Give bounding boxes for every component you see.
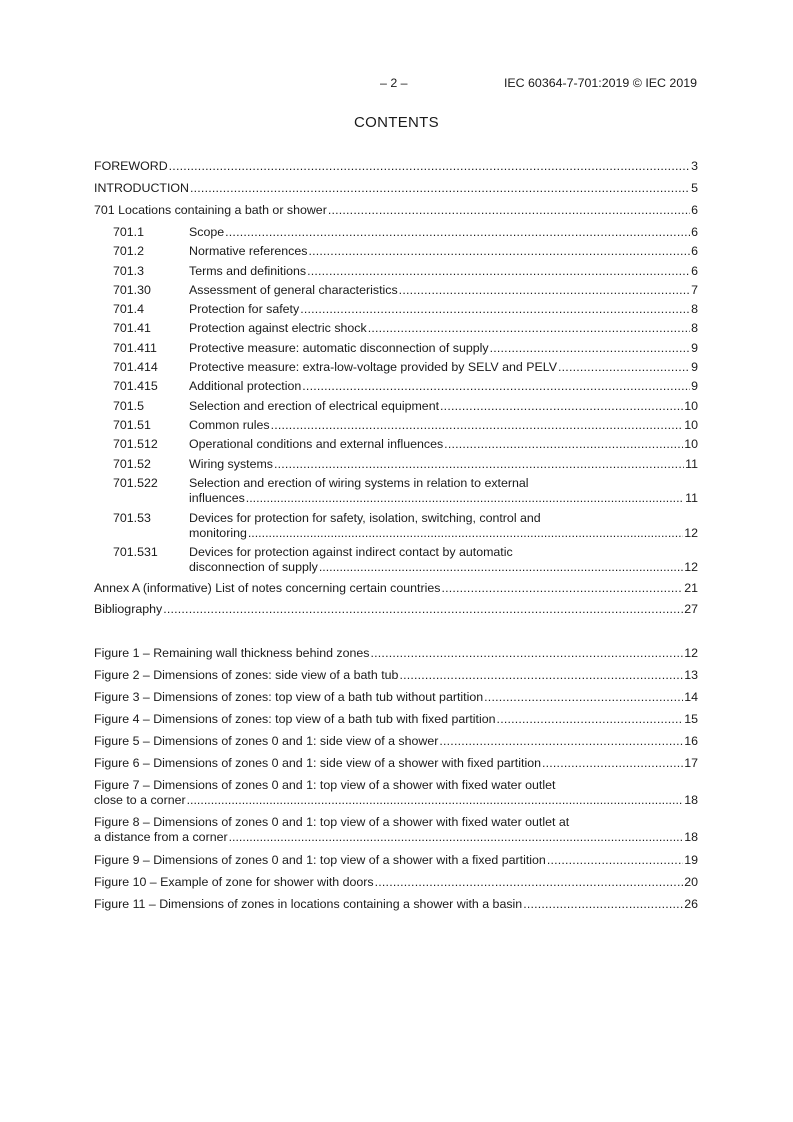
dot-leader [187,793,684,808]
toc-entry-page: 6 [691,203,698,217]
toc-entry[interactable] [94,580,698,596]
toc-subentry-page: 6 [691,244,698,258]
figure-entry-title: Figure 1 – Remaining wall thickness behind zones [94,646,370,660]
toc-subentry[interactable] [94,378,698,394]
toc-subentry-number: 701.4 [113,302,145,316]
figure-entry-page: 26 [684,897,698,911]
dot-leader [440,399,683,414]
toc-subentry-number: 701.414 [113,360,158,374]
figure-entry-title: Figure 2 – Dimensions of zones: side view of a bath tub [94,668,399,682]
toc-subentry-title: Terms and definitions [189,264,307,278]
toc-subentry[interactable] [94,456,698,472]
toc-subentry-title-cont: disconnection of supply [189,560,318,574]
dot-leader [490,341,690,356]
toc-subentry[interactable] [94,436,698,452]
toc-subentry[interactable] [94,359,698,375]
dot-leader [328,203,690,218]
dot-leader [271,418,684,433]
toc-subentry-title-cont: monitoring [189,526,247,540]
figure-entry[interactable] [94,852,698,868]
toc-entry-page: 21 [684,581,698,595]
toc-entry-title: INTRODUCTION [94,181,189,195]
dot-leader [274,457,684,472]
toc-subentry-title: Protection against electric shock [189,321,367,335]
toc-subentry[interactable] [94,417,698,433]
dot-leader [444,437,683,452]
figure-entry-title: Figure 5 – Dimensions of zones 0 and 1: side view of a shower [94,734,439,748]
dot-leader [439,734,683,749]
toc-entry-title: Bibliography [94,602,163,616]
dot-leader [497,712,684,727]
toc-subentry-title: Common rules [189,418,270,432]
dot-leader [319,560,683,575]
dot-leader [190,181,690,196]
dot-leader [248,526,683,541]
figure-entry-page: 20 [684,875,698,889]
toc-subentry-title: Selection and erection of electrical equipment [189,399,440,413]
toc-subentry-page: 7 [691,283,698,297]
figure-entry-title: Figure 11 – Dimensions of zones in locations containing a shower with a basin [94,897,523,911]
toc-subentry[interactable] [94,340,698,356]
toc-subentry-page: 6 [691,225,698,239]
figure-entry-page: 15 [684,712,698,726]
figure-entry-title: Figure 8 – Dimensions of zones 0 and 1: top view of a shower with fixed water outlet at [94,815,570,829]
figure-entry-page: 17 [684,756,698,770]
figure-entry-page: 13 [684,668,698,682]
toc-subentry-page: 11 [685,491,698,505]
toc-subentry-page: 6 [691,264,698,278]
toc-subentry-page: 10 [684,437,698,451]
figure-entry[interactable] [94,896,698,912]
toc-subentry-number: 701.512 [113,437,158,451]
figure-entry-title: Figure 9 – Dimensions of zones 0 and 1: top view of a shower with a fixed partition [94,853,546,867]
toc-subentry-page: 12 [684,526,698,540]
toc-entry-title: Annex A (informative) List of notes concerning certain countries [94,581,441,595]
toc-entry-title: 701 Locations containing a bath or shower [94,203,327,217]
toc-subentry[interactable] [94,243,698,259]
toc-subentry-number: 701.2 [113,244,145,258]
figure-entry[interactable] [94,815,698,847]
figure-entry-title: Figure 7 – Dimensions of zones 0 and 1: top view of a shower with fixed water outlet [94,778,556,792]
toc-subentry-page: 9 [691,341,698,355]
toc-subentry-number: 701.52 [113,457,151,471]
contents-title: CONTENTS [354,114,439,131]
toc-subentry-title: Selection and erection of wiring systems in relation to external [189,476,529,490]
figure-entry[interactable] [94,667,698,683]
dot-leader [441,581,683,596]
dot-leader [399,283,690,298]
toc-subentry[interactable] [94,511,698,543]
figure-entry-title: Figure 10 – Example of zone for shower with doors [94,875,374,889]
toc-entry[interactable] [94,601,698,617]
figure-entry-title-cont: close to a corner [94,793,186,807]
toc-subentry-title: Assessment of general characteristics [189,283,398,297]
toc-subentry[interactable] [94,476,698,508]
toc-subentry[interactable] [94,263,698,279]
toc-subentry-page: 9 [691,360,698,374]
toc-subentry-title: Devices for protection for safety, isolation, switching, control and [189,511,541,525]
toc-subentry-page: 10 [684,418,698,432]
dot-leader [300,302,690,317]
toc-subentry[interactable] [94,398,698,414]
toc-subentry[interactable] [94,320,698,336]
toc-subentry-title: Protection for safety [189,302,300,316]
toc-subentry[interactable] [94,301,698,317]
dot-leader [371,646,684,661]
figure-entry-page: 16 [684,734,698,748]
toc-subentry-number: 701.53 [113,511,151,525]
toc-subentry-title: Scope [189,225,225,239]
toc-subentry-page: 9 [691,379,698,393]
dot-leader [308,244,690,259]
toc-subentry-number: 701.30 [113,283,151,297]
toc-subentry[interactable] [94,224,698,240]
toc-subentry-title: Operational conditions and external influences [189,437,444,451]
dot-leader [542,756,683,771]
toc-subentry-title: Protective measure: automatic disconnection of supply [189,341,489,355]
toc-subentry-number: 701.41 [113,321,151,335]
dot-leader [302,379,690,394]
figure-entry[interactable] [94,689,698,705]
figure-entry-page: 19 [684,853,698,867]
toc-subentry[interactable] [94,282,698,298]
dot-leader [246,491,684,506]
toc-subentry-title-cont: influences [189,491,245,505]
dot-leader [558,360,690,375]
toc-subentry[interactable] [94,545,698,577]
toc-entry-page: 27 [684,602,698,616]
dot-leader [225,225,690,240]
figure-entry-title: Figure 6 – Dimensions of zones 0 and 1: side view of a shower with fixed partition [94,756,541,770]
figure-entry-page: 18 [684,830,698,844]
toc-subentry-title: Normative references [189,244,308,258]
toc-subentry-title: Devices for protection against indirect contact by automatic [189,545,513,559]
toc-subentry-page: 11 [685,457,698,471]
dot-leader [375,875,684,890]
figure-entry[interactable] [94,755,698,771]
toc-entry[interactable] [94,180,698,196]
dot-leader [163,602,683,617]
figure-entry-page: 12 [684,646,698,660]
figure-entry[interactable] [94,711,698,727]
figure-entry-title: Figure 4 – Dimensions of zones: top view of a bath tub with fixed partition [94,712,496,726]
toc-entry-page: 3 [691,159,698,173]
toc-subentry-number: 701.5 [113,399,145,413]
toc-entry[interactable] [94,158,698,174]
dot-leader [484,690,683,705]
figure-entry[interactable] [94,733,698,749]
dot-leader [523,897,683,912]
figure-entry[interactable] [94,645,698,661]
page-number: – 2 – [380,76,408,90]
toc-subentry-title: Protective measure: extra-low-voltage provided by SELV and PELV [189,360,558,374]
toc-subentry-page: 10 [684,399,698,413]
figure-entry-page: 14 [684,690,698,704]
toc-subentry-number: 701.3 [113,264,145,278]
toc-subentry-number: 701.411 [113,341,157,355]
toc-subentry-title: Wiring systems [189,457,273,471]
dot-leader [399,668,683,683]
dot-leader [547,853,683,868]
toc-subentry-title: Additional protection [189,379,302,393]
figure-entry[interactable] [94,874,698,890]
standard-id: IEC 60364-7-701:2019 © IEC 2019 [503,76,697,90]
toc-entry-title: FOREWORD [94,159,168,173]
toc-subentry-number: 701.531 [113,545,158,559]
dot-leader [307,264,690,279]
toc-subentry-page: 12 [684,560,698,574]
toc-entry[interactable] [94,202,698,218]
toc-subentry-page: 8 [691,321,698,335]
toc-entry-page: 5 [691,181,698,195]
toc-subentry-number: 701.51 [113,418,151,432]
toc-subentry-page: 8 [691,302,698,316]
dot-leader [229,830,684,845]
figure-entry-page: 18 [684,793,698,807]
figure-entry-title: Figure 3 – Dimensions of zones: top view of a bath tub without partition [94,690,484,704]
toc-subentry-number: 701.522 [113,476,158,490]
figure-entry-title-cont: a distance from a corner [94,830,228,844]
figure-entry[interactable] [94,778,698,810]
toc-subentry-number: 701.415 [113,379,158,393]
toc-subentry-number: 701.1 [113,225,145,239]
dot-leader [368,321,690,336]
dot-leader [169,159,690,174]
